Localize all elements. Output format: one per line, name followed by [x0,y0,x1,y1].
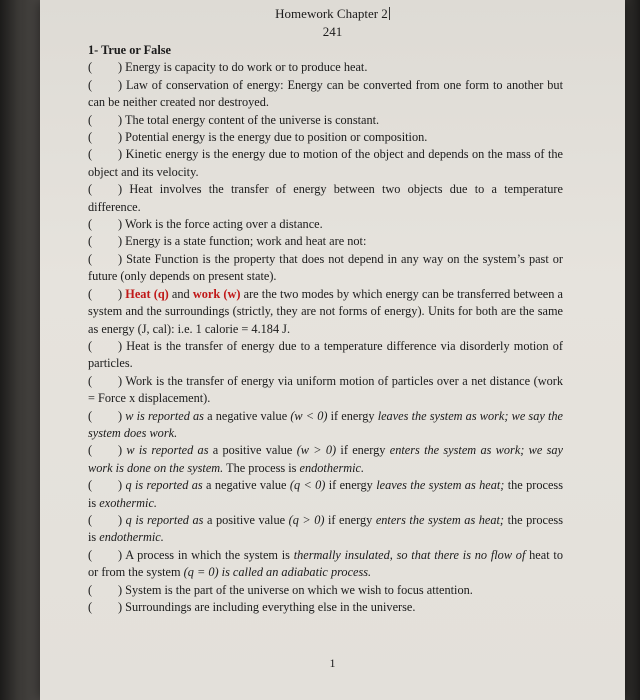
footer-page-number: 1 [329,656,336,670]
term-heat: Heat (q) [125,286,169,301]
answer-blank: ( [88,338,93,353]
section-title: 1- True or False [88,43,171,57]
question-9: ( ) State Function is the property that does not depend in any way on the system’s past or future (only depends on present state). [88,251,563,284]
question-1: ( ) Energy is capacity to do work or to produce heat. [88,59,563,76]
question-2: ( ) Law of conservation of energy: Energy can be converted from one form to another but can be neither created nor destroyed. [88,77,563,110]
answer-blank: ( [88,600,93,614]
term-work: work (w) [192,286,241,301]
answer-blank: ( [88,512,93,527]
answer-blank: ( [88,130,93,145]
question-14: ( ) w is reported as a positive value (w > 0) if energy enters the system as work; we say work is done on the system. The process is endothermic. [88,443,564,475]
question-15: ( ) q is reported as a negative value (q < 0) if energy leaves the system as heat; the process is exothermic. [88,478,563,510]
header-title-line [40,6,625,22]
answer-blank: ( [88,373,93,388]
document-page [40,0,625,700]
answer-blank: ( [88,234,93,249]
answer-blank: ( [88,112,93,127]
answer-blank: ( [88,286,93,301]
answer-blank: ( [88,582,93,597]
question-7: ( ) Work is the force acting over a distance. [88,216,563,233]
question-18: ( ) System is the part of the universe on which we wish to focus attention. [88,582,563,599]
question-10: ( ) Heat (q) and work (w) are the two modes by which energy can be transferred between a system and the surroundings (strictly, they are not forms of energy). Units for both are the same as energy (J, cal): i.e. 1 calorie = 4.184 J. [88,286,564,336]
answer-blank: ( [88,547,93,562]
answer-blank: ( [88,147,93,162]
header-page-number: 241 [322,24,343,39]
answer-blank: ( [88,478,93,493]
question-8: ( ) Energy is a state function; work and heat are not: [88,233,563,250]
answer-blank: ( [88,77,93,92]
question-6: ( ) Heat involves the transfer of energy between two objects due to a temperature difference. [88,182,563,214]
text-cursor [389,7,390,20]
document-body [88,42,563,616]
question-12: ( ) Work is the transfer of energy via uniform motion of particles over a net distance (work = Force x displacement). [88,373,563,406]
answer-blank: ( [88,443,93,458]
question-13: ( ) w is reported as a negative value (w < 0) if energy leaves the system as work; we say the system does work. [88,408,563,440]
answer-blank: ( [88,60,93,75]
question-11: ( ) Heat is the transfer of energy due to a temperature difference via disorderly motion of particles. [88,338,564,371]
question-19: ( ) Surroundings are including everything else in the universe. [88,599,563,616]
document-title: Homework Chapter 2 [275,6,388,21]
question-4: ( ) Potential energy is the energy due to position or composition. [88,129,563,146]
question-5: ( ) Kinetic energy is the energy due to motion of the object and depends on the mass of the object and its velocity. [88,147,563,179]
question-16: ( ) q is reported as a positive value (q > 0) if energy enters the system as heat; the process is endothermic. [88,512,564,545]
answer-blank: ( [88,217,93,232]
question-17: ( ) A process in which the system is thermally insulated, so that there is no flow of heat to or from the system (q = 0) is called an adiabatic process. [88,547,563,580]
question-3: ( ) The total energy content of the universe is constant. [88,112,563,129]
answer-blank: ( [88,182,93,197]
answer-blank: ( [88,408,93,423]
answer-blank: ( [88,251,93,266]
